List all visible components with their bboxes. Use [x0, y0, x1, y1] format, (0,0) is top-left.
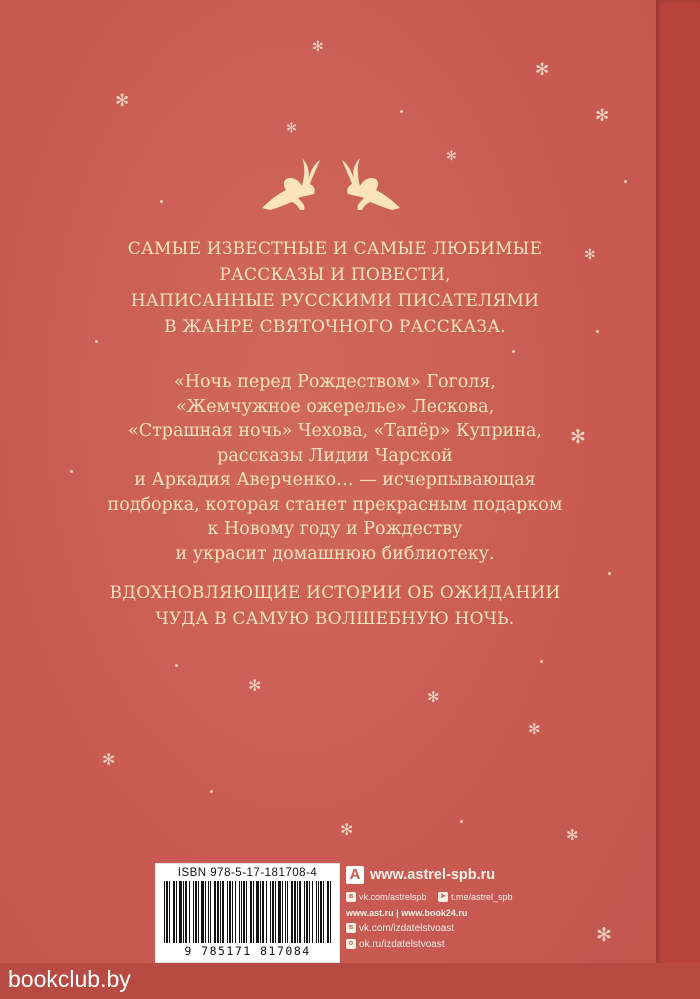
snow-dot — [95, 340, 98, 343]
barcode-bar — [294, 881, 296, 943]
barcode-bar — [285, 881, 286, 943]
snow-dot — [175, 664, 178, 667]
barcode-bar — [201, 881, 204, 943]
barcode-bar — [312, 881, 313, 943]
barcode-bar — [179, 881, 182, 943]
barcode-bar — [278, 881, 281, 943]
barcode-bar — [266, 881, 267, 943]
barcode-bar — [227, 881, 228, 943]
barcode-bar — [318, 881, 319, 943]
barcode-bar — [220, 881, 221, 943]
barcode-bar — [246, 881, 247, 943]
snow-dot — [70, 470, 73, 473]
barcode-bar — [195, 881, 197, 943]
watermark-text: bookclub.by — [8, 966, 131, 992]
publisher-logo: A — [346, 866, 364, 884]
barcode-bar — [282, 881, 283, 943]
ok-icon: о — [346, 939, 356, 949]
snowflake-icon: ✻ — [248, 676, 262, 695]
snowflake-icon: ✻ — [566, 826, 579, 844]
barcode-bar — [210, 881, 211, 943]
description-line: к Новому году и Рождеству — [207, 519, 463, 539]
publisher-url[interactable]: www.astrel-spb.ru — [370, 867, 496, 883]
snowflake-icon: ✻ — [427, 688, 440, 706]
barcode-bar — [205, 881, 206, 943]
barcode-bar — [327, 881, 329, 943]
barcode-bar — [193, 881, 194, 943]
description-line: «Ночь перед Рождеством» Гоголя, — [174, 372, 496, 392]
rabbits-ornament — [256, 148, 406, 214]
barcode-bar — [320, 881, 322, 943]
description-line: рассказы Лидии Чарской — [217, 445, 453, 466]
barcode-bar — [316, 881, 317, 943]
telegram-icon: ➤ — [438, 892, 448, 902]
snowflake-icon: ✻ — [312, 39, 324, 55]
barcode-bar — [235, 881, 236, 943]
barcode-bar — [214, 881, 216, 943]
barcode-bar — [198, 881, 199, 943]
barcode-bar — [309, 881, 310, 943]
snowflake-icon: ✻ — [535, 60, 550, 80]
barcode-bar — [173, 881, 175, 943]
description-line: «Жемчужное ожерелье» Лескова, — [175, 396, 495, 417]
barcode-bar — [253, 881, 254, 943]
barcode-bar — [291, 881, 293, 943]
barcode-bar — [299, 881, 301, 943]
barcode-bar — [304, 881, 305, 943]
barcode-image — [162, 881, 333, 943]
barcode-bar — [270, 881, 271, 943]
barcode-bar — [164, 881, 165, 943]
isbn-barcode — [155, 863, 340, 963]
outro-line: ЧУДА В САМУЮ ВОЛШЕБНУЮ НОЧЬ. — [155, 609, 515, 629]
barcode-bar — [262, 881, 264, 943]
snowflake-icon: ✻ — [596, 924, 612, 946]
snowflake-icon: ✻ — [340, 820, 354, 839]
publisher-sites[interactable]: www.ast.ru | www.book24.ru — [346, 908, 468, 918]
intro-line: В ЖАНРЕ СВЯТОЧНОГО РАССКАЗА. — [164, 317, 506, 337]
barcode-bar — [256, 881, 259, 943]
snowflake-icon: ✻ — [570, 426, 586, 448]
vk-link[interactable]: vk.com/astrelspb — [359, 892, 427, 902]
barcode-bar — [183, 881, 184, 943]
barcode-bar — [241, 881, 242, 943]
barcode-bar — [275, 881, 276, 943]
telegram-link[interactable]: t.me/astrel_spb — [451, 892, 513, 902]
rabbit-icon — [262, 158, 320, 210]
description-line: подборка, которая станет прекрасным подарком — [107, 494, 563, 515]
barcode-bar — [260, 881, 261, 943]
snow-dot — [624, 180, 627, 183]
barcode-bar — [330, 881, 331, 943]
barcode-bar — [323, 881, 324, 943]
vk-icon: в — [346, 892, 356, 902]
vk-link-2[interactable]: vk.com/izdatelstvoast — [359, 923, 455, 934]
barcode-bar — [217, 881, 219, 943]
barcode-bar — [272, 881, 274, 943]
barcode-digits: 9 785171 817084 — [184, 944, 311, 958]
barcode-bar — [306, 881, 308, 943]
barcode-bar — [287, 881, 288, 943]
barcode-bar — [176, 881, 177, 943]
snow-dot — [596, 330, 599, 333]
intro-line: НАПИСАННЫЕ РУССКИМИ ПИСАТЕЛЯМИ — [130, 291, 540, 311]
barcode-bar — [208, 881, 209, 943]
rabbit-icon — [342, 158, 400, 210]
intro-line: САМЫЕ ИЗВЕСТНЫЕ И САМЫЕ ЛЮБИМЫЕ — [127, 239, 543, 259]
barcode-bar — [166, 881, 168, 943]
barcode-bar — [189, 881, 190, 943]
outro-text — [90, 580, 580, 632]
snow-dot — [460, 820, 463, 823]
book-spine — [656, 0, 700, 999]
barcode-bar — [185, 881, 187, 943]
description-line: и Аркадия Аверченко… — исчерпывающая — [134, 470, 536, 490]
barcode-bar — [239, 881, 240, 943]
snowflake-icon: ✻ — [446, 149, 457, 164]
barcode-bar — [229, 881, 231, 943]
watermark-bar — [0, 963, 700, 999]
snowflake-icon: ✻ — [102, 750, 116, 769]
description-text — [90, 370, 580, 566]
snowflake-icon: ✻ — [286, 121, 297, 136]
snowflake-icon: ✻ — [115, 91, 130, 111]
snowflake-icon: ✻ — [584, 247, 596, 263]
isbn-label: ISBN 978-5-17-181708-4 — [177, 867, 318, 879]
barcode-bar — [297, 881, 298, 943]
vk-icon: в — [346, 923, 356, 933]
snow-dot — [512, 350, 515, 353]
snowflake-icon: ✻ — [528, 720, 541, 738]
snow-dot — [400, 110, 403, 113]
snow-dot — [608, 572, 611, 575]
description-line: «Страшная ночь» Чехова, «Тапёр» Куприна, — [128, 421, 542, 441]
intro-line: РАССКАЗЫ И ПОВЕСТИ, — [219, 265, 451, 285]
barcode-bar — [169, 881, 170, 943]
intro-text — [90, 236, 580, 340]
barcode-bar — [222, 881, 224, 943]
ok-link[interactable]: ok.ru/izdatelstvoast — [359, 939, 445, 950]
barcode-bar — [232, 881, 233, 943]
snow-dot — [540, 660, 543, 663]
description-line: и украсит домашнюю библиотеку. — [175, 543, 495, 564]
snow-dot — [160, 200, 163, 203]
outro-line: ВДОХНОВЛЯЮЩИЕ ИСТОРИИ ОБ ОЖИДАНИИ — [109, 583, 561, 603]
snowflake-icon: ✻ — [595, 106, 610, 126]
snow-dot — [210, 790, 213, 793]
barcode-bar — [243, 881, 245, 943]
barcode-bar — [250, 881, 252, 943]
